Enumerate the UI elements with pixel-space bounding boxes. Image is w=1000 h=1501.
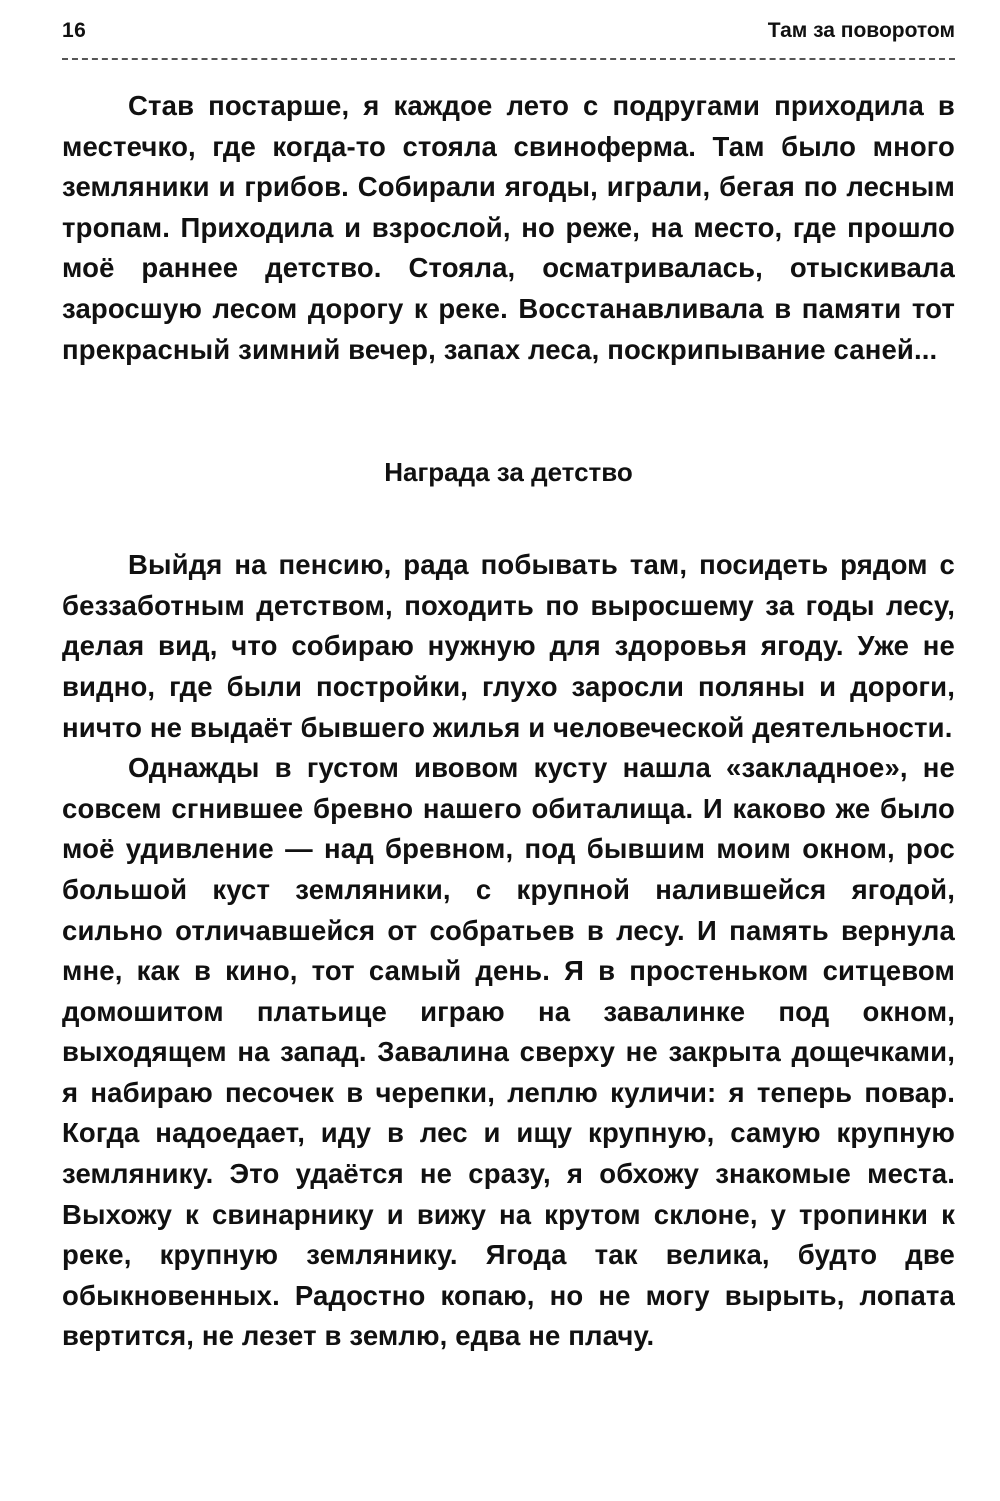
page-number: 16	[62, 19, 87, 42]
paragraph-3: Однажды в густом ивовом кусту нашла «закладное», не совсем сгнившее бревно нашего обиталища. И каково же было моё удивление — над бревном, под бывшим моим окном, рос большой куст земляники, с крупной налившейся ягодой, сильно отличавшейся от собратьев в лесу. И память вернула мне, как в кино, тот самый день. Я в простеньком ситцевом домошитом платьице играю на завалинке под окном, выходящем на запад. Завалина сверху не закрыта дощечками, я набираю песочек в черепки, леплю куличи: я теперь повар. Когда надоедает, иду в лес и ищу крупную, самую крупную землянику. Это удаётся не сразу, я обхожу знакомые места. Выхожу к свинарнику и вижу на крутом склоне, у тропинки к реке, крупную землянику. Ягода так велика, будто две обыкновенных. Радостно копаю, но не могу вырыть, лопата вертится, не лезет в землю, едва не плачу.	[62, 752, 955, 1352]
book-page	[62, 0, 955, 1357]
book-title: Там за поворотом	[767, 19, 955, 42]
paragraph-1: Став постарше, я каждое лето с подругами приходила в местечко, где когда-то стояла свиноферма. Там было много земляники и грибов. Собирали ягоды, играли, бегая по лесным тропам. Приходила и взрослой, но реже, на место, где прошло моё раннее детство. Стояла, осматривалась, отыскивала заросшую лесом дорогу к реке. Восстанавливала в памяти тот прекрасный зимний вечер, запах леса, поскрипывание саней...	[62, 90, 955, 365]
paragraph-2: Выйдя на пенсию, рада побывать там, посидеть рядом с беззаботным детством, походить по выросшему за годы лесу, делая вид, что собираю нужную для здоровья ягоду. Уже не видно, где были постройки, глухо заросли поляны и дороги, ничто не выдаёт бывшего жилья и человеческой деятельности.	[62, 549, 955, 743]
running-header	[62, 0, 955, 58]
section-heading: Награда за детство	[384, 457, 633, 488]
header-divider	[62, 58, 955, 60]
